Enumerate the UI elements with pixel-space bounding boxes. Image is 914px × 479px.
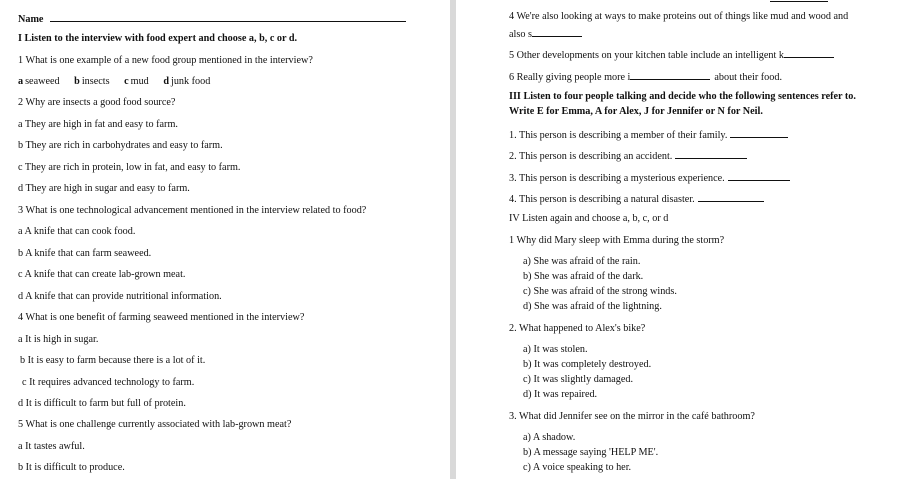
s3-item-1: 1. This person is describing a member of their family.	[509, 128, 788, 142]
s1-q5-option-b[interactable]: b It is difficult to produce.	[18, 462, 125, 473]
s2-q5: 5 Other developments on your kitchen table include an intelligent k	[509, 48, 834, 62]
s2-q4-line1: 4 We're also looking at ways to make proteins out of things like mud and wood and	[509, 11, 849, 22]
section4-heading: IV Listen again and choose a, b, c, or d	[509, 213, 669, 224]
s4-q2-option-b[interactable]: b) It was completely destroyed.	[523, 359, 652, 370]
s1-q5-option-a[interactable]: a It tastes awful.	[18, 441, 85, 452]
s4-q1-option-c[interactable]: c) She was afraid of the strong winds.	[523, 286, 677, 297]
s1-q2-question: 2 Why are insects a good food source?	[18, 97, 176, 108]
right-page	[456, 0, 914, 479]
s1-q1-option-a[interactable]: a seaweed	[18, 76, 60, 87]
s4-q1-option-b[interactable]: b) She was afraid of the dark.	[523, 271, 644, 282]
name-line	[18, 12, 406, 26]
s1-q3-option-b[interactable]: b A knife that can farm seaweed.	[18, 248, 152, 259]
s1-q4-option-b[interactable]: b It is easy to farm because there is a lot of it.	[20, 355, 206, 366]
s3-item-1-blank[interactable]	[730, 128, 788, 138]
s4-q3-option-c[interactable]: c) A voice speaking to her.	[523, 462, 632, 473]
s1-q3-option-d[interactable]: d A knife that can provide nutritional information.	[18, 291, 222, 302]
section1-heading: I Listen to the interview with food expert and choose a, b, c or d.	[18, 33, 298, 44]
top-cut-blank[interactable]	[770, 0, 828, 2]
s3-item-2: 2. This person is describing an accident.	[509, 149, 747, 163]
s4-q3-option-b[interactable]: b) A message saying 'HELP ME'.	[523, 447, 659, 458]
s4-q1-question: 1 Why did Mary sleep with Emma during the storm?	[509, 235, 725, 246]
s1-q2-option-d[interactable]: d They are high in sugar and easy to farm.	[18, 183, 190, 194]
s3-item-2-blank[interactable]	[675, 149, 747, 159]
s2-q4-blank[interactable]	[532, 27, 582, 37]
s1-q2-option-c[interactable]: c They are rich in protein, low in fat, and easy to farm.	[18, 162, 241, 173]
s3-item-3-blank[interactable]	[728, 171, 790, 181]
s4-q3-question: 3. What did Jennifer see on the mirror in the café bathroom?	[509, 411, 755, 422]
s1-q2-option-b[interactable]: b They are rich in carbohydrates and easy to farm.	[18, 140, 223, 151]
s1-q2-option-a[interactable]: a They are high in fat and easy to farm.	[18, 119, 178, 130]
s2-q4-line2: also s	[509, 27, 582, 41]
s4-q3-option-a[interactable]: a) A shadow.	[523, 432, 576, 443]
s4-q1-option-d[interactable]: d) She was afraid of the lightning.	[523, 301, 662, 312]
s4-q2-option-a[interactable]: a) It was stolen.	[523, 344, 588, 355]
s4-q2-question: 2. What happened to Alex's bike?	[509, 323, 646, 334]
s2-q5-blank[interactable]	[784, 48, 834, 58]
section3-heading-2: Write E for Emma, A for Alex, J for Jennifer or N for Neil.	[509, 106, 763, 117]
name-label: Name	[18, 14, 44, 25]
left-page	[0, 0, 450, 479]
s1-q1-option-b[interactable]: b insects	[74, 76, 110, 87]
s1-q3-question: 3 What is one technological advancement mentioned in the interview related to food?	[18, 205, 367, 216]
s1-q3-option-c[interactable]: c A knife that can create lab-grown meat.	[18, 269, 186, 280]
name-blank[interactable]	[50, 12, 406, 22]
s1-q1-options	[18, 76, 222, 88]
s4-q2-option-d[interactable]: d) It was repaired.	[523, 389, 598, 400]
s1-q1-question: 1 What is one example of a new food group mentioned in the interview?	[18, 55, 313, 66]
s4-q1-option-a[interactable]: a) She was afraid of the rain.	[523, 256, 641, 267]
s1-q4-question: 4 What is one benefit of farming seaweed mentioned in the interview?	[18, 312, 305, 323]
s1-q1-option-c[interactable]: c mud	[124, 76, 149, 87]
s2-q6-blank[interactable]	[630, 70, 710, 80]
section3-heading-1: III Listen to four people talking and decide who the following sentences refer to.	[509, 91, 856, 102]
s1-q4-option-a[interactable]: a It is high in sugar.	[18, 334, 99, 345]
s3-item-4-blank[interactable]	[698, 192, 764, 202]
s3-item-4: 4. This person is describing a natural disaster.	[509, 192, 764, 206]
s1-q4-option-c[interactable]: c It requires advanced technology to farm.	[22, 377, 195, 388]
s3-item-3: 3. This person is describing a mysterious experience.	[509, 171, 790, 185]
s1-q5-question: 5 What is one challenge currently associated with lab-grown meat?	[18, 419, 292, 430]
s2-q6: 6 Really giving people more i about their food.	[509, 72, 782, 83]
s1-q3-option-a[interactable]: a A knife that can cook food.	[18, 226, 136, 237]
s4-q2-option-c[interactable]: c) It was slightly damaged.	[523, 374, 634, 385]
s1-q4-option-d[interactable]: d It is difficult to farm but full of protein.	[18, 398, 186, 409]
s1-q1-option-d[interactable]: d junk food	[163, 76, 211, 87]
